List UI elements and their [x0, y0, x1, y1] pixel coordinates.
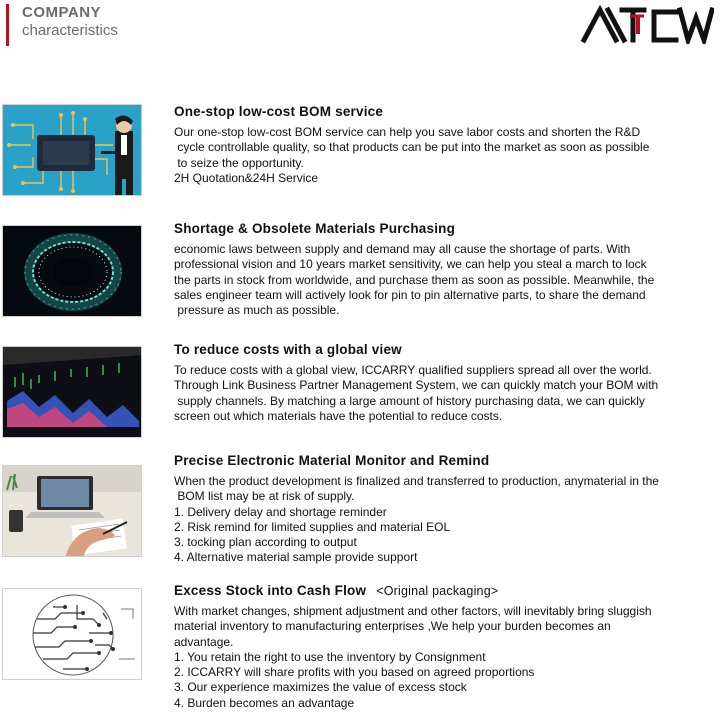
body-line: material inventory to manufacturing enterprises ,We help your burden becomes an	[174, 619, 611, 634]
packaging-tag: <Original packaging>	[376, 584, 499, 598]
section-title-text: Excess Stock into Cash Flow	[174, 583, 367, 598]
section-title: To reduce costs with a global view	[174, 342, 402, 357]
page-header	[0, 0, 720, 60]
header-accent-bar	[6, 4, 9, 46]
body-line: economic laws between supply and demand may all cause the shortage of parts. With	[174, 242, 631, 256]
circuit-globe-image	[2, 588, 142, 680]
body-line: professional vision and 10 years market sensitivity, we can help you steal a march to lock	[174, 257, 647, 272]
desk-laptop-writing-image	[2, 465, 142, 557]
section-text	[174, 221, 714, 318]
body-line: to seize the opportunity.	[174, 155, 304, 170]
section-title: Precise Electronic Material Monitor and Remind	[174, 453, 490, 468]
body-line: To reduce costs with a global view, ICCARRY qualified suppliers spread all over the world.	[174, 363, 652, 377]
section-text	[174, 453, 714, 566]
list-item: 1. Delivery delay and shortage reminder	[174, 504, 387, 519]
section-text	[174, 342, 714, 424]
chip-businessperson-illustration	[2, 104, 142, 196]
list-item: 4. Alternative material sample provide support	[174, 550, 418, 565]
list-item: 3. tocking plan according to output	[174, 535, 357, 550]
list-item: 4. Burden becomes an advantage	[174, 695, 355, 710]
body-line: Our one-stop low-cost BOM service can help you save labor costs and shorten the R&D	[174, 125, 641, 139]
section-title: One-stop low-cost BOM service	[174, 104, 384, 119]
body-line: advantage.	[174, 634, 234, 649]
section-text	[174, 583, 714, 711]
body-line: sales engineer team will actively look for pin to pin alternative parts, to share the demand	[174, 287, 646, 302]
section-title: Shortage & Obsolete Materials Purchasing	[174, 221, 456, 236]
list-item: 1. You retain the right to use the inventory by Consignment	[174, 649, 486, 664]
header-title: COMPANY	[22, 4, 102, 21]
body-line: cycle controllable quality, so that products can be put into the market as soon as possible	[174, 140, 650, 155]
header-subtitle: characteristics	[22, 22, 118, 39]
glowing-ring-network-image	[2, 225, 142, 317]
body-line: screen out which materials have the potential to reduce costs.	[174, 408, 503, 423]
body-line: With market changes, shipment adjustment and other factors, will inevitably bring sluggish	[174, 604, 652, 618]
section-text	[174, 104, 714, 186]
body-line: When the product development is finalized and transferred to production, anymaterial in the	[174, 474, 659, 488]
company-logo	[578, 4, 714, 44]
list-item: 2. ICCARRY will share profits with you based on agreed proportions	[174, 665, 535, 680]
body-line: the parts in stock from worldwide, and purchase them as soon as possible. Meanwhile, the	[174, 272, 655, 287]
body-line: supply channels. By matching a large amount of history purchasing data, we can quickly	[174, 393, 645, 408]
stock-chart-tablet-image	[2, 346, 142, 438]
body-line: BOM list may be at risk of supply.	[174, 489, 355, 504]
section-title	[174, 583, 714, 598]
body-line: Through Link Business Partner Management System, we can quickly match your BOM with	[174, 378, 659, 393]
list-item: 2. Risk remind for limited supplies and material EOL	[174, 519, 451, 534]
body-line: 2H Quotation&24H Service	[174, 170, 319, 185]
list-item: 3. Our experience maximizes the value of excess stock	[174, 680, 467, 695]
body-line: pressure as much as possible.	[174, 303, 340, 318]
